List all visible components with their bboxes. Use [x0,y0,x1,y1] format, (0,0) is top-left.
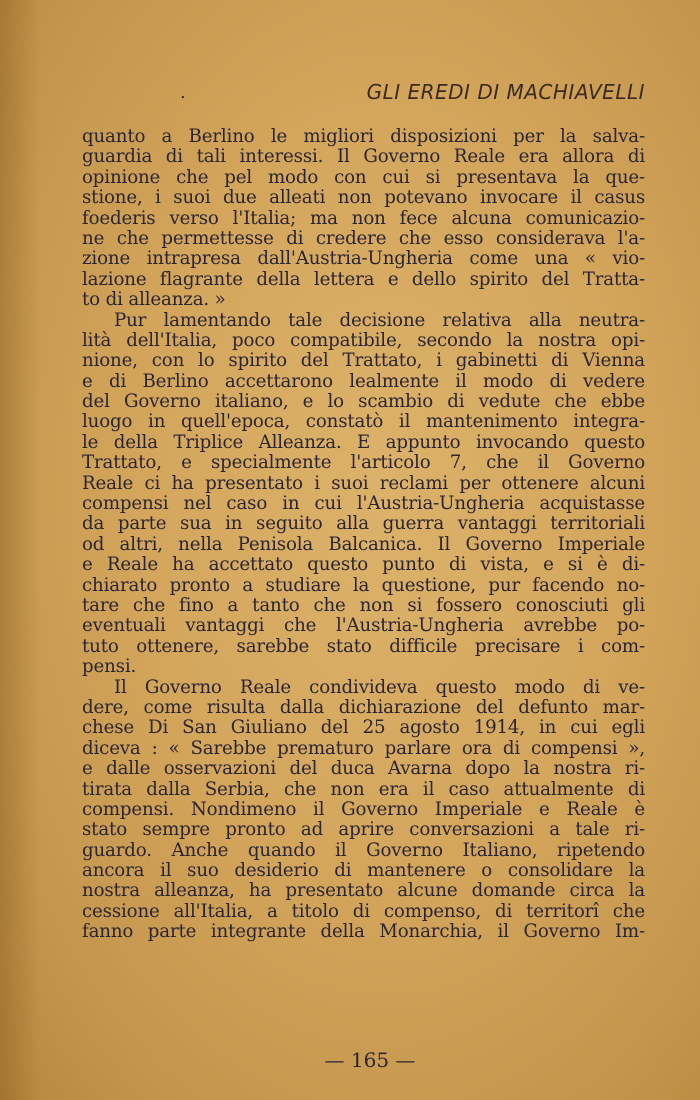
text-line: tare che fino a tanto che non si fossero conosciuti gli [82,595,645,616]
text-line: Reale ci ha presentato i suoi reclami per ottenere alcuni [82,473,645,494]
page-number: — 165 — [324,1048,416,1072]
text-line: guardo. Anche quando il Governo Italiano, ripetendo [82,840,645,861]
text-line: foederis verso l'Italia; ma non fece alcuna comunicazio- [82,208,645,229]
text-line: lità dell'Italia, poco compatibile, secondo la nostra opi- [82,330,645,351]
text-line: od altri, nella Penisola Balcanica. Il Governo Imperiale [82,534,645,555]
text-line: stato sempre pronto ad aprire conversazioni a tale ri- [82,820,645,841]
text-line: to di alleanza. » [82,290,226,311]
text-line: luogo in quell'epoca, constatò il mantenimento integra- [82,412,645,433]
body-text [82,127,645,943]
text-line: chiarato pronto a studiare la questione, pur facendo no- [82,575,645,596]
text-line: opinione che pel modo con cui si presentava la que- [82,167,645,188]
text-line: Il Governo Reale condivideva questo modo di ve- [114,677,645,698]
text-line: da parte sua in seguito alla guerra vantaggi territoriali [82,514,645,535]
text-line: lazione flagrante della lettera e dello spirito del Tratta- [82,269,645,290]
running-head-dot: . [180,82,186,103]
text-line: compensi. Nondimeno il Governo Imperiale e Reale è [82,799,645,820]
text-line: chese Di San Giuliano del 25 agosto 1914, in cui egli [82,718,645,739]
text-line: tirata dalla Serbia, che non era il caso attualmente di [82,779,645,800]
text-line: le della Triplice Alleanza. È appunto invocando questo [82,432,645,453]
text-line: e dalle osservazioni del duca Avarna dopo la nostra ri- [82,759,645,780]
text-line: ancora il suo desiderio di mantenere o consolidare la [82,861,645,882]
text-line: zione intrapresa dall'Austria-Ungheria come una « vio- [82,249,645,270]
text-line: diceva : « Sarebbe prematuro parlare ora di compensi », [82,738,645,759]
text-line: nostra alleanza, ha presentato alcune domande circa la [82,881,645,902]
text-line: e Reale ha accettato questo punto di vista, e si è di- [82,555,645,576]
running-head-title: GLI EREDI DI MACHIAVELLI [366,80,645,104]
text-line: stione, i suoi due alleati non potevano invocare il casus [82,188,645,209]
text-line: ne che permettesse di credere che esso considerava l'a- [82,228,645,249]
text-line: fanno parte integrante della Monarchia, il Governo Im- [82,922,645,943]
text-line: quanto a Berlino le migliori disposizioni per la salva- [82,127,645,147]
text-line: eventuali vantaggi che l'Austria-Ungheria avrebbe po- [82,616,645,637]
text-line: e di Berlino accettarono lealmente il modo di vedere [82,371,645,392]
text-line: guardia di tali interessi. Il Governo Reale era allora di [82,147,645,168]
text-line: Pur lamentando tale decisione relativa alla neutra- [114,310,645,331]
text-line: nione, con lo spirito del Trattato, i gabinetti di Vienna [82,351,645,372]
text-line: del Governo italiano, e lo scambio di vedute che ebbe [82,392,645,413]
text-line: cessione all'Italia, a titolo di compenso, di territorî che [82,901,645,922]
text-line: Trattato, e specialmente l'articolo 7, che il Governo [82,453,645,474]
text-line: pensi. [82,657,137,678]
page-gutter-shadow [0,0,40,1100]
text-line: tuto ottenere, sarebbe stato difficile precisare i com- [82,636,645,657]
text-line: dere, come risulta dalla dichiarazione del defunto mar- [82,697,645,718]
text-line: compensi nel caso in cui l'Austria-Ungheria acquistasse [82,494,645,515]
